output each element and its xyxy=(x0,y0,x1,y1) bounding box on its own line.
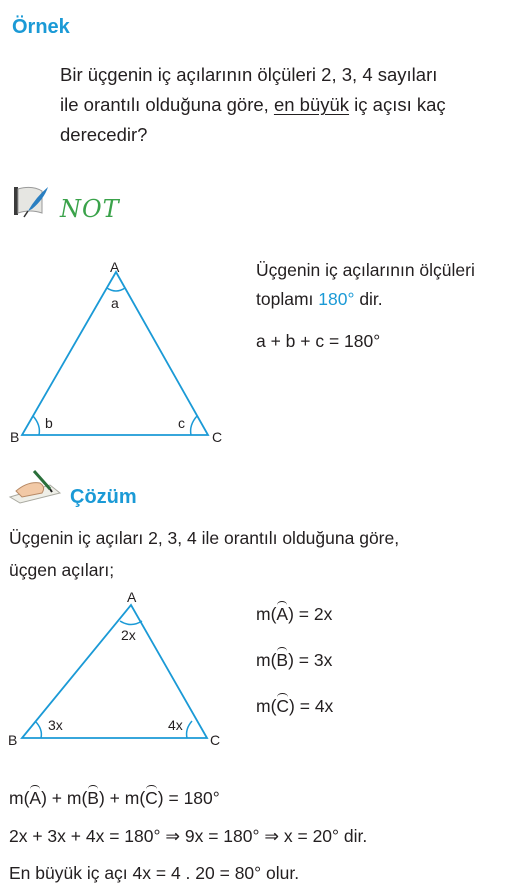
measure-c: m(C) = 4x xyxy=(256,696,334,716)
angle-b-label: 3x xyxy=(48,717,63,733)
angle-sum-value: 180° xyxy=(318,289,355,309)
vertex-a-label: A xyxy=(127,589,137,605)
note-triangle-diagram xyxy=(0,250,240,450)
angle-c-label: 4x xyxy=(168,717,183,733)
measure-b: m(B) = 3x xyxy=(256,650,333,670)
note-text-line-1: Üçgenin iç açılarının ölçüleri xyxy=(256,260,475,280)
solution-line-2: üçgen açıları; xyxy=(9,560,115,580)
solution-heading: Çözüm xyxy=(70,486,137,508)
vertex-c-label: C xyxy=(212,429,223,445)
vertex-b-label: B xyxy=(8,732,18,748)
measure-a: m(A) = 2x xyxy=(256,604,333,624)
angle-c-label: c xyxy=(178,415,185,431)
quill-note-icon xyxy=(8,183,50,219)
note-label: NOT xyxy=(60,195,120,223)
angle-sum-equation: m(A) + m(B) + m(C) = 180° xyxy=(9,788,220,808)
solution-triangle-diagram xyxy=(0,585,240,755)
final-answer: En büyük iç açı 4x = 4 . 20 = 80° olur. xyxy=(9,863,300,883)
note-formula: a + b + c = 180° xyxy=(256,331,381,351)
vertex-c-label: C xyxy=(210,732,221,748)
question-line-1: Bir üçgenin iç açılarının ölçüleri 2, 3, 4 sayıları xyxy=(60,64,438,85)
angle-b-label: b xyxy=(45,415,53,431)
angle-a-label: a xyxy=(111,295,119,311)
angle-a-label: 2x xyxy=(121,627,136,643)
writing-hand-icon xyxy=(6,467,64,505)
question-line-2: ile orantılı olduğuna göre, en büyük iç açısı kaç xyxy=(60,94,446,115)
solution-line-1: Üçgenin iç açıları 2, 3, 4 ile orantılı olduğuna göre, xyxy=(9,528,400,548)
note-text-line-2: toplamı 180° dir. xyxy=(256,289,383,309)
solve-equation: 2x + 3x + 4x = 180° ⇒ 9x = 180° ⇒ x = 20° dir. xyxy=(9,826,368,846)
question-line-3: derecedir? xyxy=(60,124,148,145)
emphasis-largest: en büyük xyxy=(273,94,350,115)
example-heading: Örnek xyxy=(12,16,70,38)
vertex-a-label: A xyxy=(110,259,120,275)
vertex-b-label: B xyxy=(10,429,20,445)
